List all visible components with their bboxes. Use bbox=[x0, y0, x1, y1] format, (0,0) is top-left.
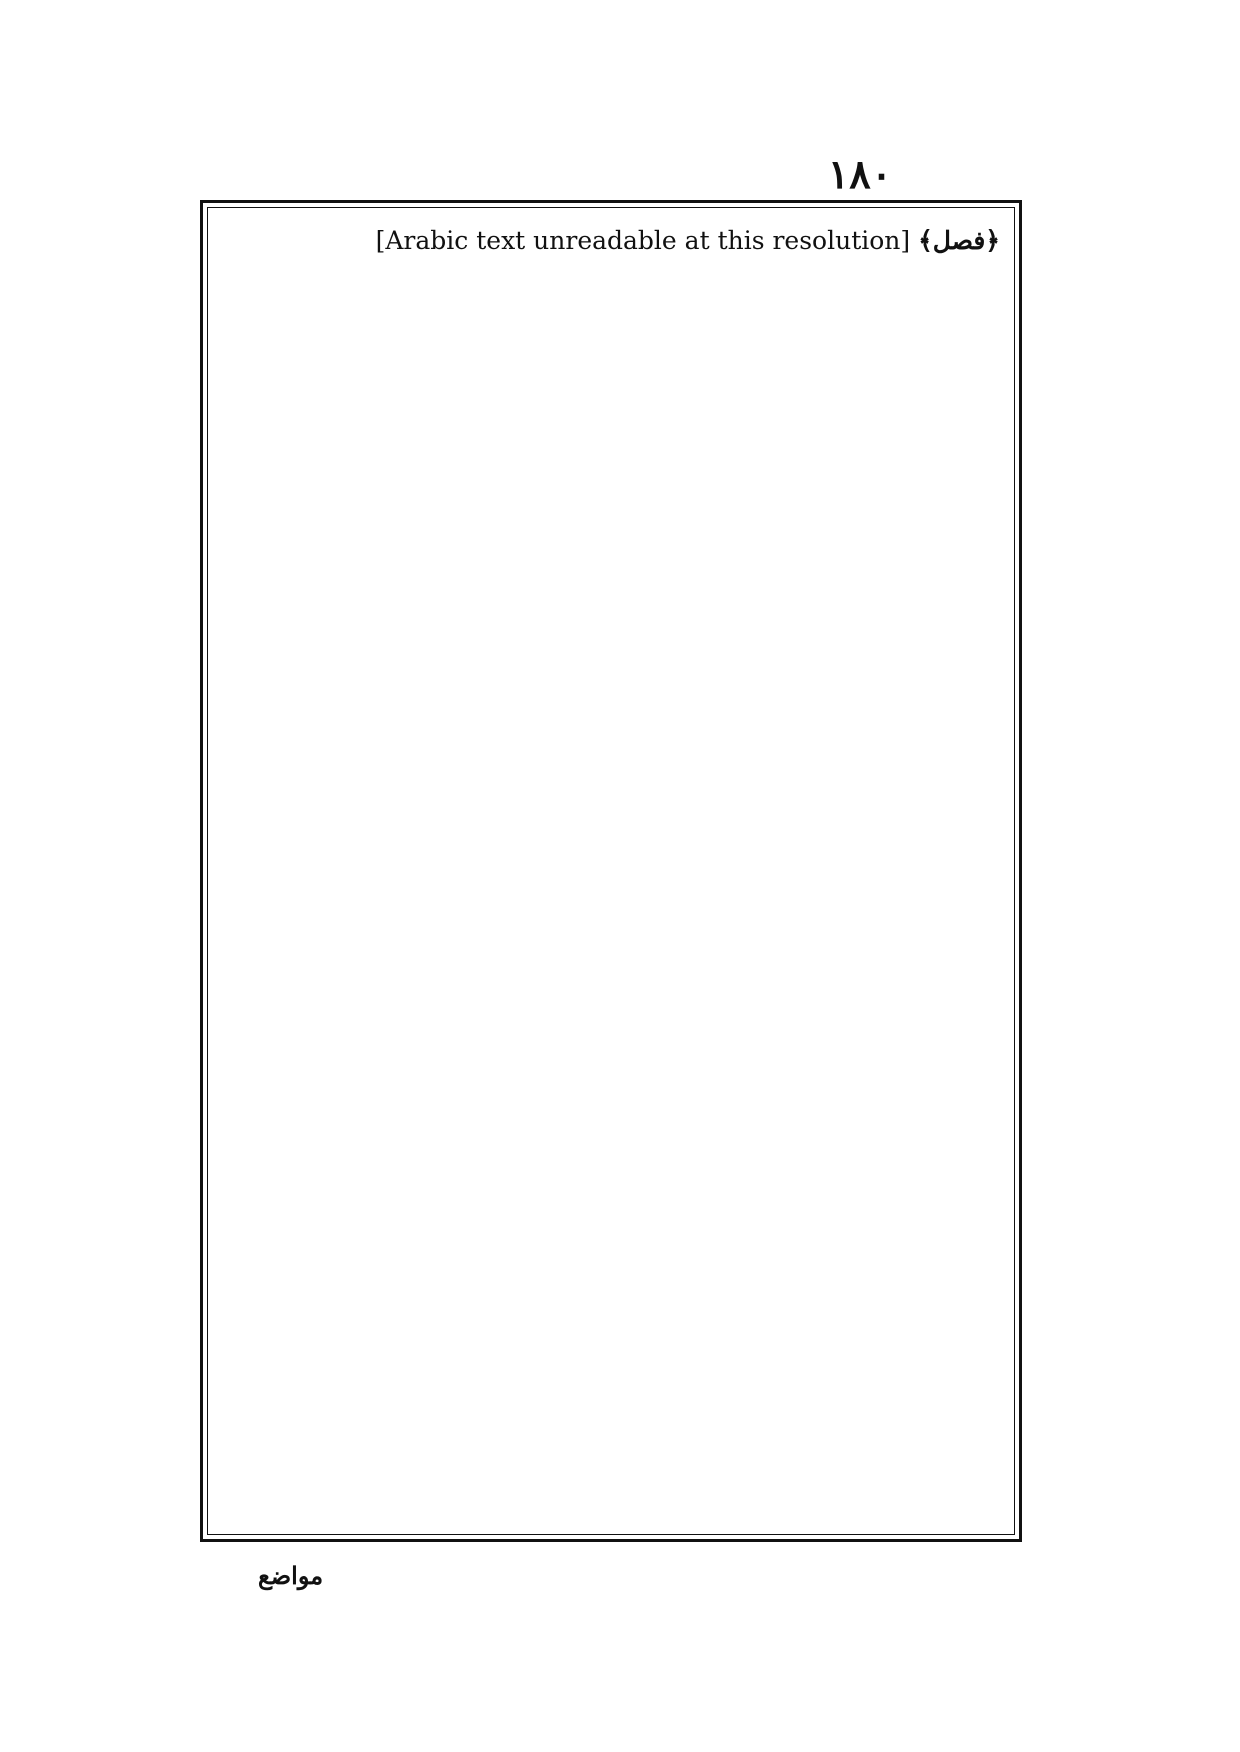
paragraph-text: [Arabic text unreadable at this resolution] bbox=[375, 226, 911, 255]
section-heading: ﴿فصل﴾ bbox=[918, 226, 1000, 255]
catchword: مواضع bbox=[258, 1561, 324, 1590]
body-text bbox=[222, 222, 1000, 1520]
page-number: ١٨٠ bbox=[827, 151, 893, 198]
paragraph bbox=[222, 222, 1000, 259]
